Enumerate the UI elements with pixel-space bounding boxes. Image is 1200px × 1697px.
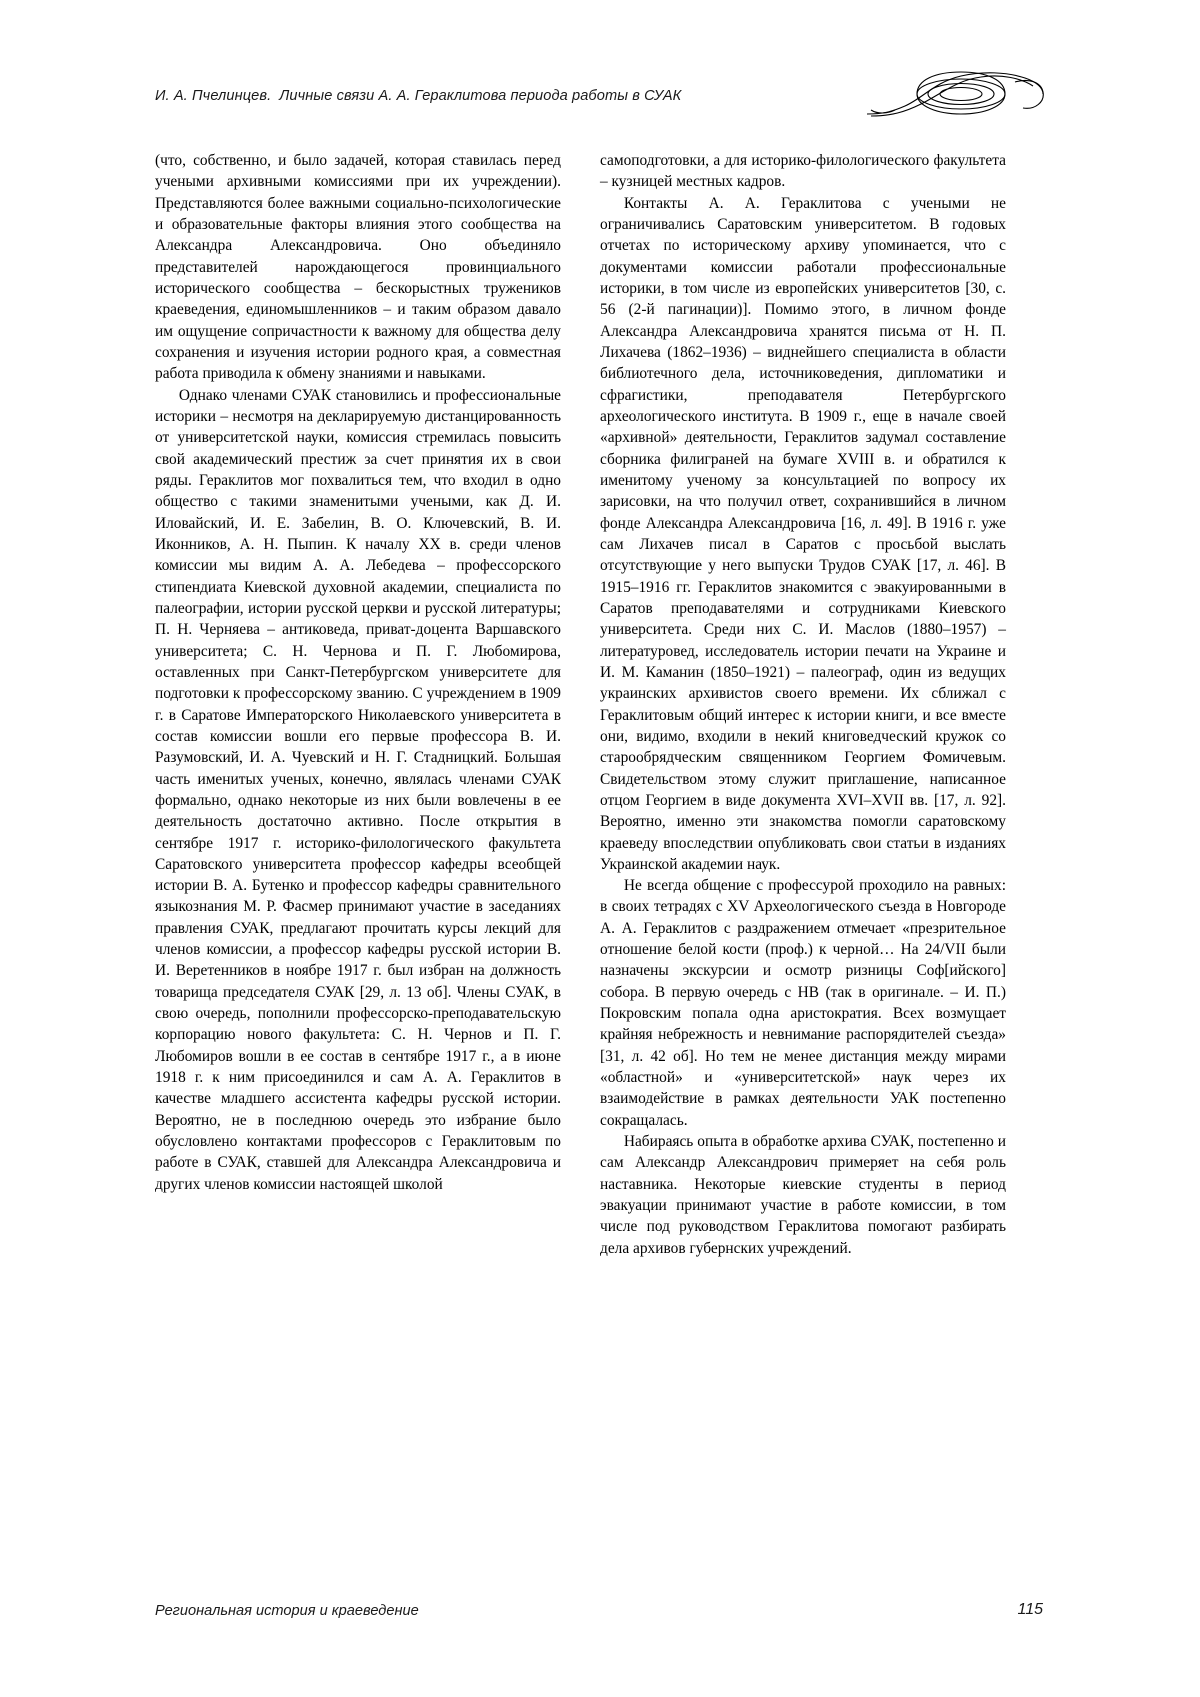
- paragraph: Набираясь опыта в обработке архива СУАК, постепенно и сам Александр Александрович примеряет на себя роль наставника. Некоторые киевские студенты в период эвакуации принимают участие в работе комиссии, в том числе под руководством Гераклитова помогают разбирать дела архивов губернских учреждений.: [600, 1133, 1006, 1257]
- running-head-title: Личные связи А. А. Гераклитова периода работы в СУАК: [279, 88, 682, 104]
- running-head: [155, 88, 855, 104]
- paragraph: самоподготовки, а для историко-филологического факультета – кузницей местных кадров.: [600, 152, 1006, 191]
- paragraph: Не всегда общение с профессурой проходило на равных: в своих тетрадях с XV Археологического съезда в Новгороде А. А. Гераклитов с раздражением отмечает «презрительное отношение белой кости (проф.) к черной… На 24/VII были назначены экскурсии и осмотр ризницы Соф[ийского] собора. В первую очередь с НВ (так в оригинале. – И. П.) Покровским попала одна аристократия. Всех возмущает крайняя небрежность и невнимание распорядителей съезда» [31, л. 42 об]. Но тем не менее дистанция между мирами «областной» и «университетской» наук через их взаимодействие в рамках деятельности УАК постепенно сокращалась.: [600, 877, 1006, 1129]
- page-number: 115: [1017, 1601, 1043, 1618]
- paragraph: Контакты А. А. Гераклитова с учеными не ограничивались Саратовским университетом. В годовых отчетах по историческому архиву упоминается, что с документами комиссии работали профессиональные историки, в том числе из европейских университетов [30, с. 56 (2-й пагинации)]. Помимо этого, в личном фонде Александра Александровича хранятся письма от Н. П. Лихачева (1862–1936) – виднейшего специалиста в области библиотечного дела, источниковедения, дипломатики и сфрагистики, преподавателя Петербургского археологического института. В 1909 г., еще в начале своей «архивной» деятельности, Гераклитов задумал составление сборника филиграней на бумаге XVIII в. и обратился к именитому ученому за консультацией по вопросу их зарисовки, на что получил ответ, сохранившийся в личном фонде Александра Александровича [16, л. 49]. В 1916 г. уже сам Лихачев писал в Саратов с просьбой выслать отсутствующие у него выпуски Трудов СУАК [17, л. 46]. В 1915–1916 гг. Гераклитов знакомится с эвакуированными в Саратов преподавателями и сотрудниками Киевского университета. Среди них С. И. Маслов (1880–1957) – литературовед, исследователь истории печати на Украине и И. М. Каманин (1850–1921) – палеограф, один из ведущих украинских архивистов своего времени. Их сближал с Гераклитовым общий интерес к истории книги, и все вместе они, видимо, входили в некий книговедческий кружок со старообрядческим священником Георгием Фомичевым. Свидетельством этому служит приглашение, написанное отцом Георгием в виде документа XVI–XVII вв. [17, л. 92]. Вероятно, именно эти знакомства помогли саратовскому краеведу впоследствии опубликовать свои статьи в изданиях Украинской академии наук.: [600, 194, 1006, 873]
- running-head-author: И. А. Пчелинцев.: [155, 88, 272, 104]
- footer-section-title: Региональная история и краеведение: [155, 1603, 419, 1619]
- art-nouveau-ornament-icon: [865, 62, 1045, 120]
- paragraph: (что, собственно, и было задачей, которая ставилась перед учеными архивными комиссиями при их учреждении). Представляются более важными социально-психологические и образовательные факторы влияния этого сообщества на Александра Александровича. Оно объединяло представителей нарождающегося провинциального исторического сообщества – бескорыстных тружеников краеведения, единомышленников – и таким образом давало им ощущение сопричастности к важному для общества делу сохранения и изучения истории родного края, а совместная работа приводила к обмену знаниями и навыками.: [155, 152, 561, 383]
- body-column-right: [600, 150, 1006, 1259]
- paragraph: Однако членами СУАК становились и профессиональные историки – несмотря на декларируемую дистанцированность от университетской науки, комиссия стремилась повысить свой академический престиж за счет принятия их в свои ряды. Гераклитов мог похвалиться тем, что входил в одно общество с такими знаменитыми учеными, как Д. И. Иловайский, И. Е. Забелин, В. О. Ключевский, В. И. Иконников, А. Н. Пыпин. К началу ХХ в. среди членов комиссии мы видим А. А. Лебедева – профессорского стипендиата Киевской духовной академии, специалиста по палеографии, истории русской церкви и русской литературы; П. Н. Черняева – антиковеда, приват-доцента Варшавского университета; С. Н. Чернова и П. Г. Любомирова, оставленных при Санкт-Петербургском университете для подготовки к профессорскому званию. С учреждением в 1909 г. в Саратове Императорского Николаевского университета в состав комиссии вошли его первые профессора В. И. Разумовский, И. А. Чуевский и Н. Г. Стадницкий. Большая часть именитых ученых, конечно, являлась членами СУАК формально, однако некоторые из них были вовлечены в ее деятельность достаточно активно. После открытия в сентябре 1917 г. историко-филологического факультета Саратовского университета профессор кафедры всеобщей истории В. А. Бутенко и профессор кафедры сравнительного языкознания М. Р. Фасмер принимают участие в заседаниях правления СУАК, предлагают прочитать курсы лекций для членов комиссии, а профессор кафедры русской истории В. И. Веретенников в ноябре 1917 г. был избран на должность товарища председателя СУАК [29, л. 13 об]. Члены СУАК, в свою очередь, пополнили профессорско-преподавательскую корпорацию нового факультета: С. Н. Чернов и П. Г. Любомиров вошли в ее состав в сентябре 1917 г., а в июне 1918 г. к ним присоединился и сам А. А. Гераклитов в качестве младшего ассистента кафедры русской истории. Вероятно, не в последнюю очередь это избрание было обусловлено контактами профессоров с Гераклитовым по работе в СУАК, ставшей для Александра Александровича и других членов комиссии настоящей школой: [155, 386, 561, 1193]
- body-column-left: [155, 150, 561, 1195]
